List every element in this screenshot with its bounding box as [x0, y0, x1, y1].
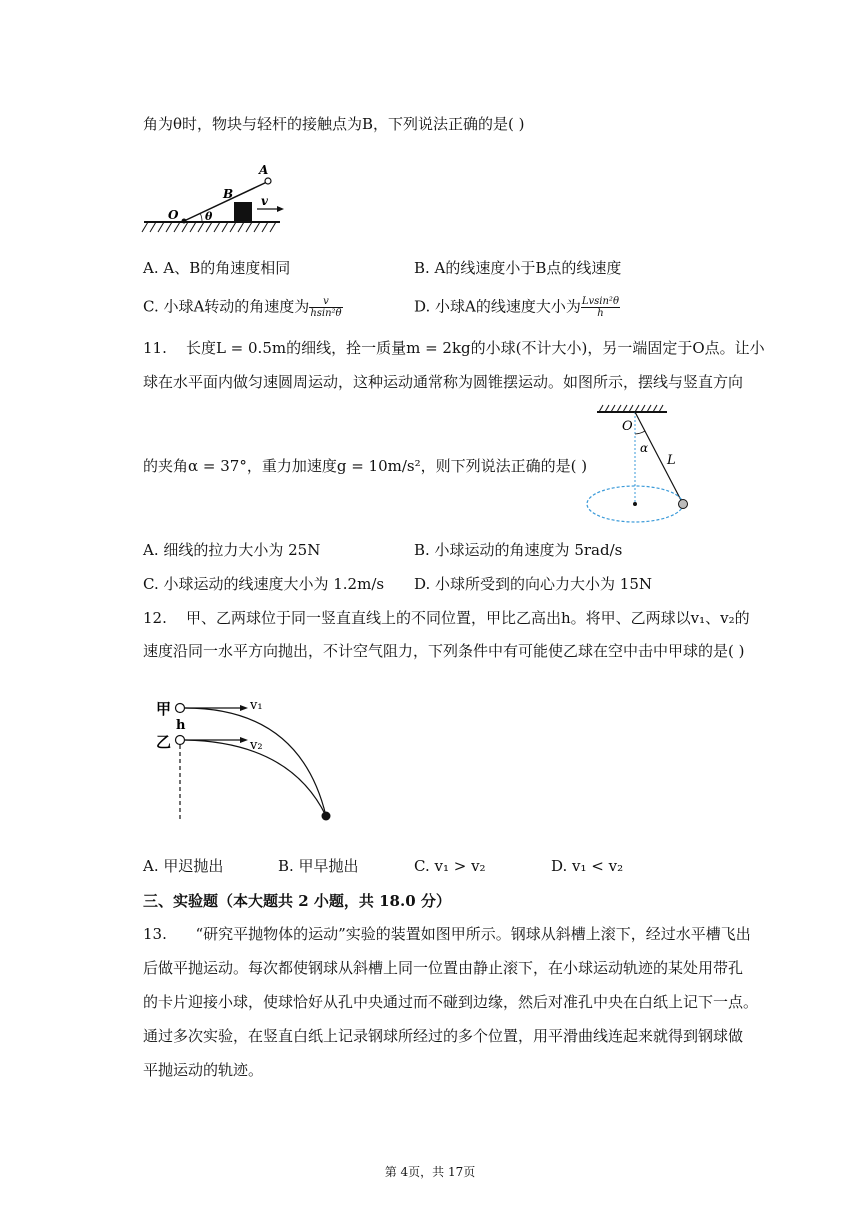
q10-option-c-text: C. 小球A转动的角速度为	[143, 297, 310, 316]
q12-option-a: A. 甲迟抛出	[143, 857, 224, 875]
q12-label-h: h	[176, 718, 186, 733]
q10-option-c	[143, 296, 343, 319]
q10-option-d-denominator: h	[597, 308, 604, 319]
q11-option-a: A. 细线的拉力大小为 25N	[143, 541, 321, 559]
q10-label-B: B	[223, 187, 234, 201]
q10-label-A: A	[259, 163, 269, 177]
section-3-heading: 三、实验题（本大题共 2 小题，共 18.0 分）	[143, 892, 451, 910]
q10-rod-block-figure	[140, 160, 290, 240]
q10-option-d-fraction	[581, 296, 620, 319]
q13-number: 13.	[143, 925, 167, 943]
q10-label-theta: θ	[205, 210, 213, 223]
q12-line-2: 速度沿同一水平方向抛出，不计空气阻力，下列条件中有可能使乙球在空中击中甲球的是( )	[143, 642, 745, 660]
q10-option-d	[414, 296, 620, 319]
q11-option-b: B. 小球运动的角速度为 5rad/s	[414, 541, 623, 559]
q10-option-a: A. A、B的角速度相同	[143, 259, 291, 277]
q11-option-c: C. 小球运动的线速度大小为 1.2m/s	[143, 575, 385, 593]
q13-line-5: 平抛运动的轨迹。	[143, 1061, 264, 1079]
q13-text-1: “研究平抛物体的运动”实验的装置如图甲所示。钢球从斜槽上滚下，经过水平槽飞出	[195, 925, 751, 943]
q12-text-1: 甲、乙两球位于同一竖直直线上的不同位置，甲比乙高出h。将甲、乙两球以v₁、v₂的	[185, 609, 750, 627]
q10-option-d-numerator: Lvsin²θ	[581, 296, 619, 307]
q12-label-yi: 乙	[156, 733, 172, 751]
q11-text-1: 长度L = 0.5m的细线，拴一质量m = 2kg的小球(不计大小)，另一端固定于O点。让小	[185, 339, 765, 357]
q10-option-d-text: D. 小球A的线速度大小为	[414, 297, 581, 316]
q12-option-c: C. v₁ > v₂	[414, 857, 486, 875]
q12-projectile-figure	[150, 690, 350, 830]
q12-number: 12.	[143, 609, 167, 627]
q12-label-jia: 甲	[156, 700, 172, 718]
q13-line-2: 后做平抛运动。每次都使钢球从斜槽上同一位置由静止滚下，在小球运动轨迹的某处用带孔	[143, 959, 744, 977]
q12-option-b: B. 甲早抛出	[278, 857, 359, 875]
q11-line-3: 的夹角α = 37°，重力加速度g = 10m/s²，则下列说法正确的是( )	[143, 457, 588, 475]
q12-label-v1: v₁	[250, 698, 263, 713]
q10-label-O: O	[168, 208, 179, 222]
q12-line-1	[143, 608, 750, 628]
q11-label-O: O	[622, 419, 633, 434]
q11-line-2: 球在水平面内做匀速圆周运动，这种运动通常称为圆锥摆运动。如图所示，摆线与竖直方向	[143, 373, 744, 391]
q10-option-c-denominator: hsin²θ	[310, 308, 342, 319]
q11-conical-pendulum-figure	[585, 400, 700, 528]
q10-stem-tail: 角为θ时，物块与轻杆的接触点为B，下列说法正确的是( )	[143, 115, 525, 133]
q11-label-alpha: α	[640, 441, 649, 455]
q13-line-3: 的卡片迎接小球，使球恰好从孔中央通过而不碰到边缘，然后对准孔中央在白纸上记下一点。	[143, 993, 759, 1011]
page-footer: 第 4页，共 17页	[384, 1165, 476, 1179]
q12-option-d: D. v₁ < v₂	[551, 857, 624, 875]
q13-line-4: 通过多次实验，在竖直白纸上记录钢球所经过的多个位置，用平滑曲线连起来就得到钢球做	[143, 1027, 744, 1045]
q13-line-1	[143, 924, 751, 944]
q10-option-c-fraction	[309, 296, 342, 319]
q11-number: 11.	[143, 339, 167, 357]
q11-label-L: L	[667, 453, 676, 468]
q10-option-c-numerator: v	[309, 296, 342, 308]
q10-label-v: v	[261, 194, 268, 208]
q12-label-v2: v₂	[250, 738, 263, 753]
q10-option-b: B. A的线速度小于B点的线速度	[414, 259, 622, 277]
q11-line-1	[143, 338, 765, 358]
q11-option-d: D. 小球所受到的向心力大小为 15N	[414, 575, 653, 593]
